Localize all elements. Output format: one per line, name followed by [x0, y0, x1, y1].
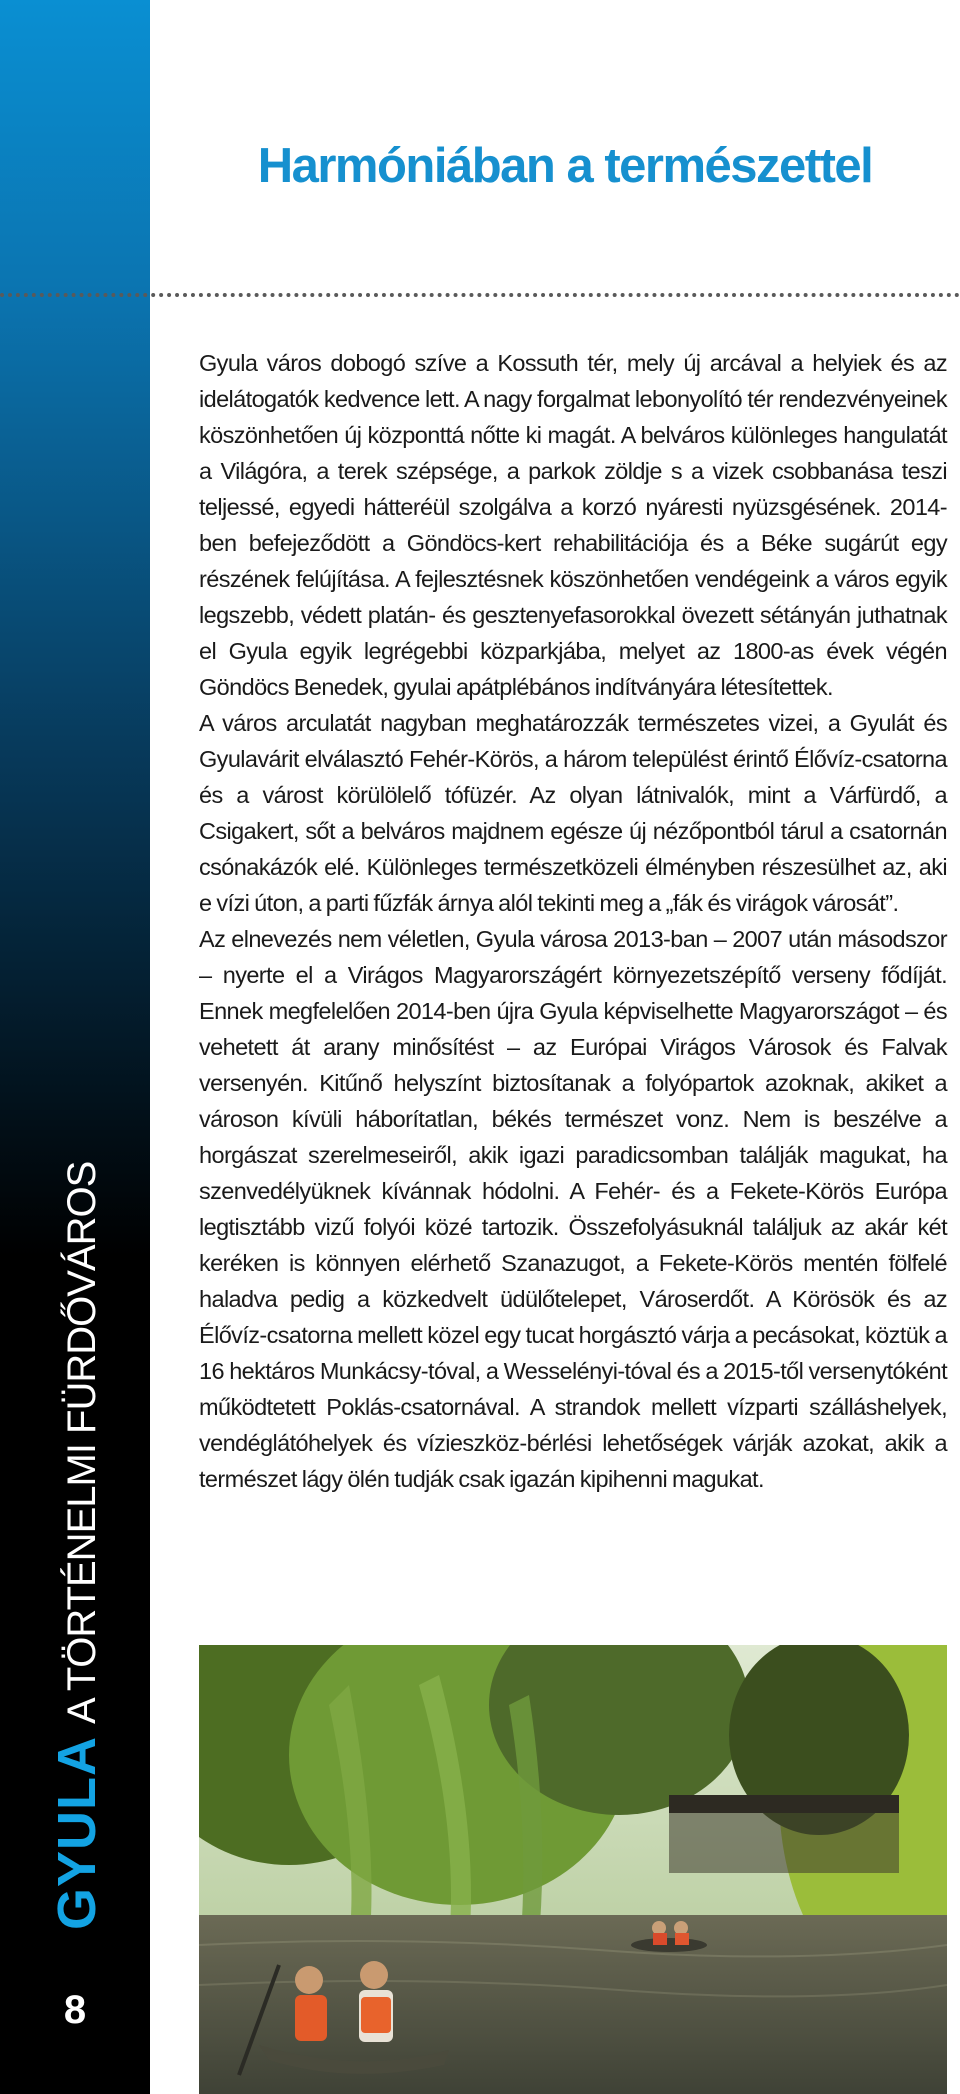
article-body	[199, 345, 947, 1497]
paragraph-3: Az elnevezés nem véletlen, Gyula városa 2013-ban – 2007 után másodszor – nyerte el a Virágos Magyarországért környezetszépítő verseny fődíját. Ennek megfelelően 2014-ben újra Gyula képviselhette Magyarországot – és vehetett át arany minősítést – az Európai Virágos Városok és Falvak versenyén. Kitűnő helyszínt biztosítanak a folyópartok azoknak, akiket a városon kívüli háborítatlan, békés természet vonz. Nem is beszélve a horgászat szerelmeseiről, akik igazi paradicsomban találják magukat, ha szenvedélyüknek kívánnak hódolni. A Fehér- és a Fekete-Körös Európa legtisztább vizű folyói közé tartozik. Összefolyásuknál találjuk az akár két keréken is könnyen elérhető Szanazugot, a Fekete-Körös mentén fölfelé haladva pedig a közkedvelt üdülőtelepet, Városerdőt. A Körösök és az Élővíz-csatorna mellett közel egy tucat horgásztó várja a pecásokat, köztük a 16 hektáros Munkácsy-tóval, a Wesselényi-tóval és a 2015-től versenytóként működtetett Poklás-csatornával. A strandok mellett vízparti szálláshelyek, vendéglátóhelyek és vízieszköz-bérlési lehetőségek várják azokat, akik a természet lágy ölén tudják csak igazán kipihenni magukat.	[199, 926, 947, 1492]
brand-tagline: A TÖRTÉNELMI FÜRDŐVÁROS	[60, 1161, 104, 1724]
brand-name: GYULA	[47, 1736, 107, 1930]
paragraph-1: Gyula város dobogó szíve a Kossuth tér, mely új arcával a helyiek és az idelátogatók kedvence lett. A nagy forgalmat lebonyolító tér rendezvényeinek köszönhetően új központtá nőtte ki magát. A belváros különleges hangulatát a Világóra, a terek szépsége, a parkok zöldje s a vizek csobbanása teszi teljessé, egyedi hátteréül szolgálva a korzó nyáresti nyüzsgésének. 2014-ben befejeződött a Göndöcs-kert rehabilitációja és a Béke sugárút egy részének felújítása. A fejlesztésnek köszönhetően vendégeink a város egyik legszebb, védett platán- és gesztenyefasorokkal övezett sétányán juthatnak el Gyula egyik legrégebbi közparkjába, melyet az 1800-as évek végén Göndöcs Benedek, gyulai apátplébános indítványára létesítettek.	[199, 350, 947, 700]
canoe-photo	[199, 1645, 947, 2094]
canoe-photo-illustration	[199, 1645, 947, 2094]
page-number: 8	[63, 1988, 87, 2032]
brand-vertical	[40, 1162, 115, 1930]
paragraph-2: A város arculatát nagyban meghatározzák természetes vizei, a Gyulát és Gyulavárit elválasztó Fehér-Körös, a három települést érintő Élővíz-csatorna és a várost körülölelő tófüzér. Az olyan látnivalók, mint a Várfürdő, a Csigakert, sőt a belváros majdnem egésze új nézőpontból tárul a csatornán csónakázók elé. Különleges természetközeli élményben részesülhet az, aki e vízi úton, a parti fűzfák árnya alól tekinti meg a „fák és virágok városát”.	[199, 710, 947, 916]
sidebar	[0, 0, 150, 2094]
dotted-divider	[0, 293, 960, 297]
page-title: Harmóniában a természettel	[257, 139, 873, 193]
